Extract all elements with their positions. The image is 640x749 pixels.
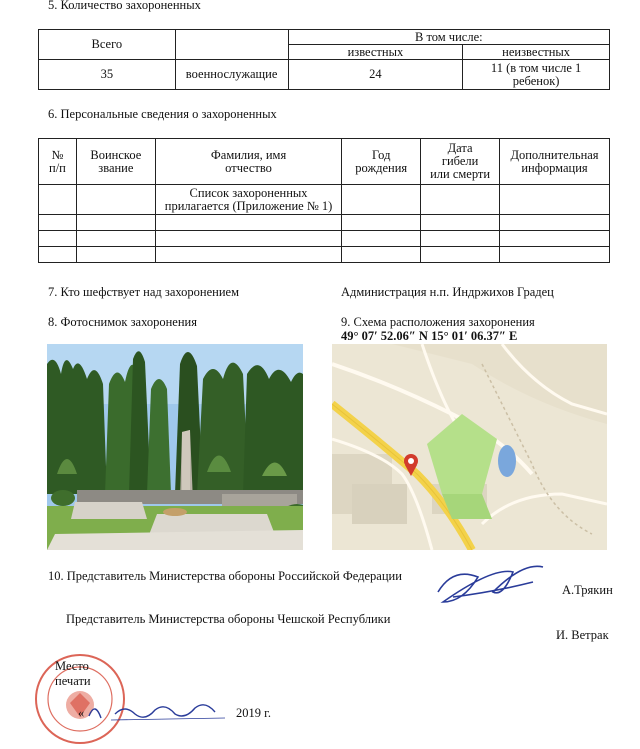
section5-heading: 5. Количество захороненных <box>48 0 201 12</box>
value-total: 35 <box>39 60 176 90</box>
section8-heading: 8. Фотоснимок захоронения <box>48 315 197 329</box>
header-death-date: Дата гибели или смерти <box>421 139 500 185</box>
header-unknown: неизвестных <box>463 45 610 60</box>
section7-heading: 7. Кто шефствует над захоронением <box>48 285 239 299</box>
date-quote: « <box>78 706 85 720</box>
header-including: В том числе: <box>288 30 609 45</box>
header-total: Всего <box>39 30 176 60</box>
header-birth-year: Год рождения <box>342 139 421 185</box>
rep-russia-name: А.Трякин <box>562 583 613 597</box>
personal-info-table <box>38 138 610 263</box>
burial-photo <box>47 344 303 550</box>
section6-heading: 6. Персональные сведения о захороненных <box>48 107 277 121</box>
stamp-place-label: Место печати <box>55 659 91 688</box>
value-unknown: 11 (в том числе 1 ребенок) <box>463 60 610 90</box>
header-num: № п/п <box>39 139 77 185</box>
burial-count-table <box>38 29 610 90</box>
header-known: известных <box>288 45 463 60</box>
rep-russia-label: 10. Представитель Министерства обороны Российской Федерации <box>48 569 402 583</box>
section9-heading: 9. Схема расположения захоронения <box>341 315 535 329</box>
header-extra-info: Дополнительная информация <box>500 139 610 185</box>
patron-value: Администрация н.п. Индржихов Градец <box>341 285 554 299</box>
coordinates: 49° 07′ 52.06″ N 15° 01′ 06.37″ E <box>341 329 518 343</box>
date-year: 2019 г. <box>236 706 271 720</box>
value-category: военнослужащие <box>175 60 288 90</box>
header-rank: Воинское звание <box>76 139 155 185</box>
rep-czech-label: Представитель Министерства обороны Чешской Республики <box>66 612 391 626</box>
signature-russia <box>433 562 553 614</box>
rep-czech-name: И. Ветрак <box>556 628 609 642</box>
header-name: Фамилия, имя отчество <box>155 139 342 185</box>
date-handwritten <box>85 696 235 730</box>
value-known: 24 <box>288 60 463 90</box>
location-map <box>332 344 607 550</box>
list-note: Список захороненных прилагается (Приложение № 1) <box>155 185 342 215</box>
